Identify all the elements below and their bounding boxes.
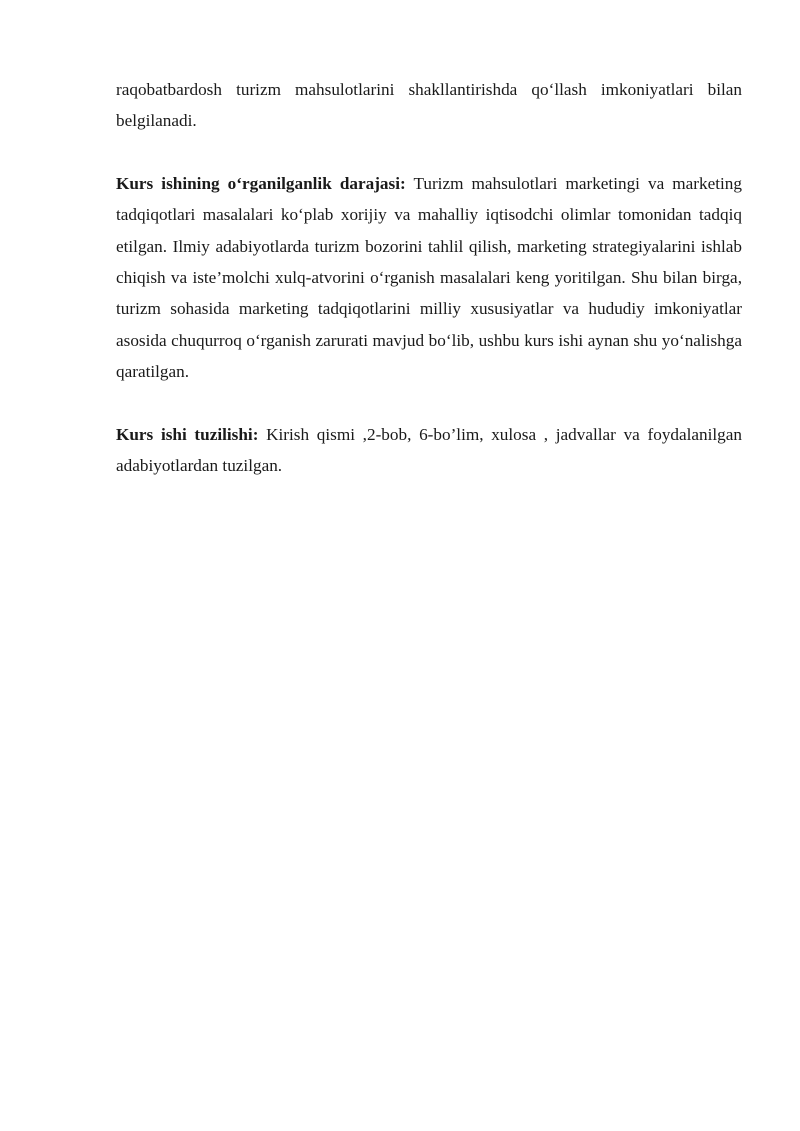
paragraph-research-level (116, 168, 742, 388)
paragraph-text: raqobatbardosh turizm mahsulotlarini shakllantirishda qo‘llash imkoniyatlari bilan belgilanadi. (116, 80, 742, 131)
paragraph-heading: Kurs ishi tuzilishi: (116, 424, 259, 444)
paragraph-heading: Kurs ishining o‘rganilganlik darajasi: (116, 173, 406, 193)
paragraph-text: Turizm mahsulotlari marketingi va marketing tadqiqotlari masalalari ko‘plab xorijiy va mahalliy iqtisodchi olimlar tomonidan tadqiq etilgan. Ilmiy adabiyotlarda turizm bozorini tahlil qilish, marketing strategiyalarini ishlab chiqish va iste’molchi xulq-atvorini o‘rganish masalalari keng yoritilgan. Shu bilan birga, turizm sohasida marketing tadqiqotlarini milliy xususiyatlar va hududiy imkoniyatlar asosida chuqurroq o‘rganish zarurati mavjud bo‘lib, ushbu kurs ishi aynan shu yo‘nalishga qaratilgan. (116, 173, 742, 382)
document-page (116, 74, 742, 481)
paragraph-structure (116, 419, 742, 482)
paragraph-text: Kirish qismi ,2-bob, 6-bo’lim, xulosa , jadvallar va foydalanilgan adabiyotlardan tuzilgan. (116, 424, 742, 476)
paragraph-intro-continuation (116, 74, 742, 137)
